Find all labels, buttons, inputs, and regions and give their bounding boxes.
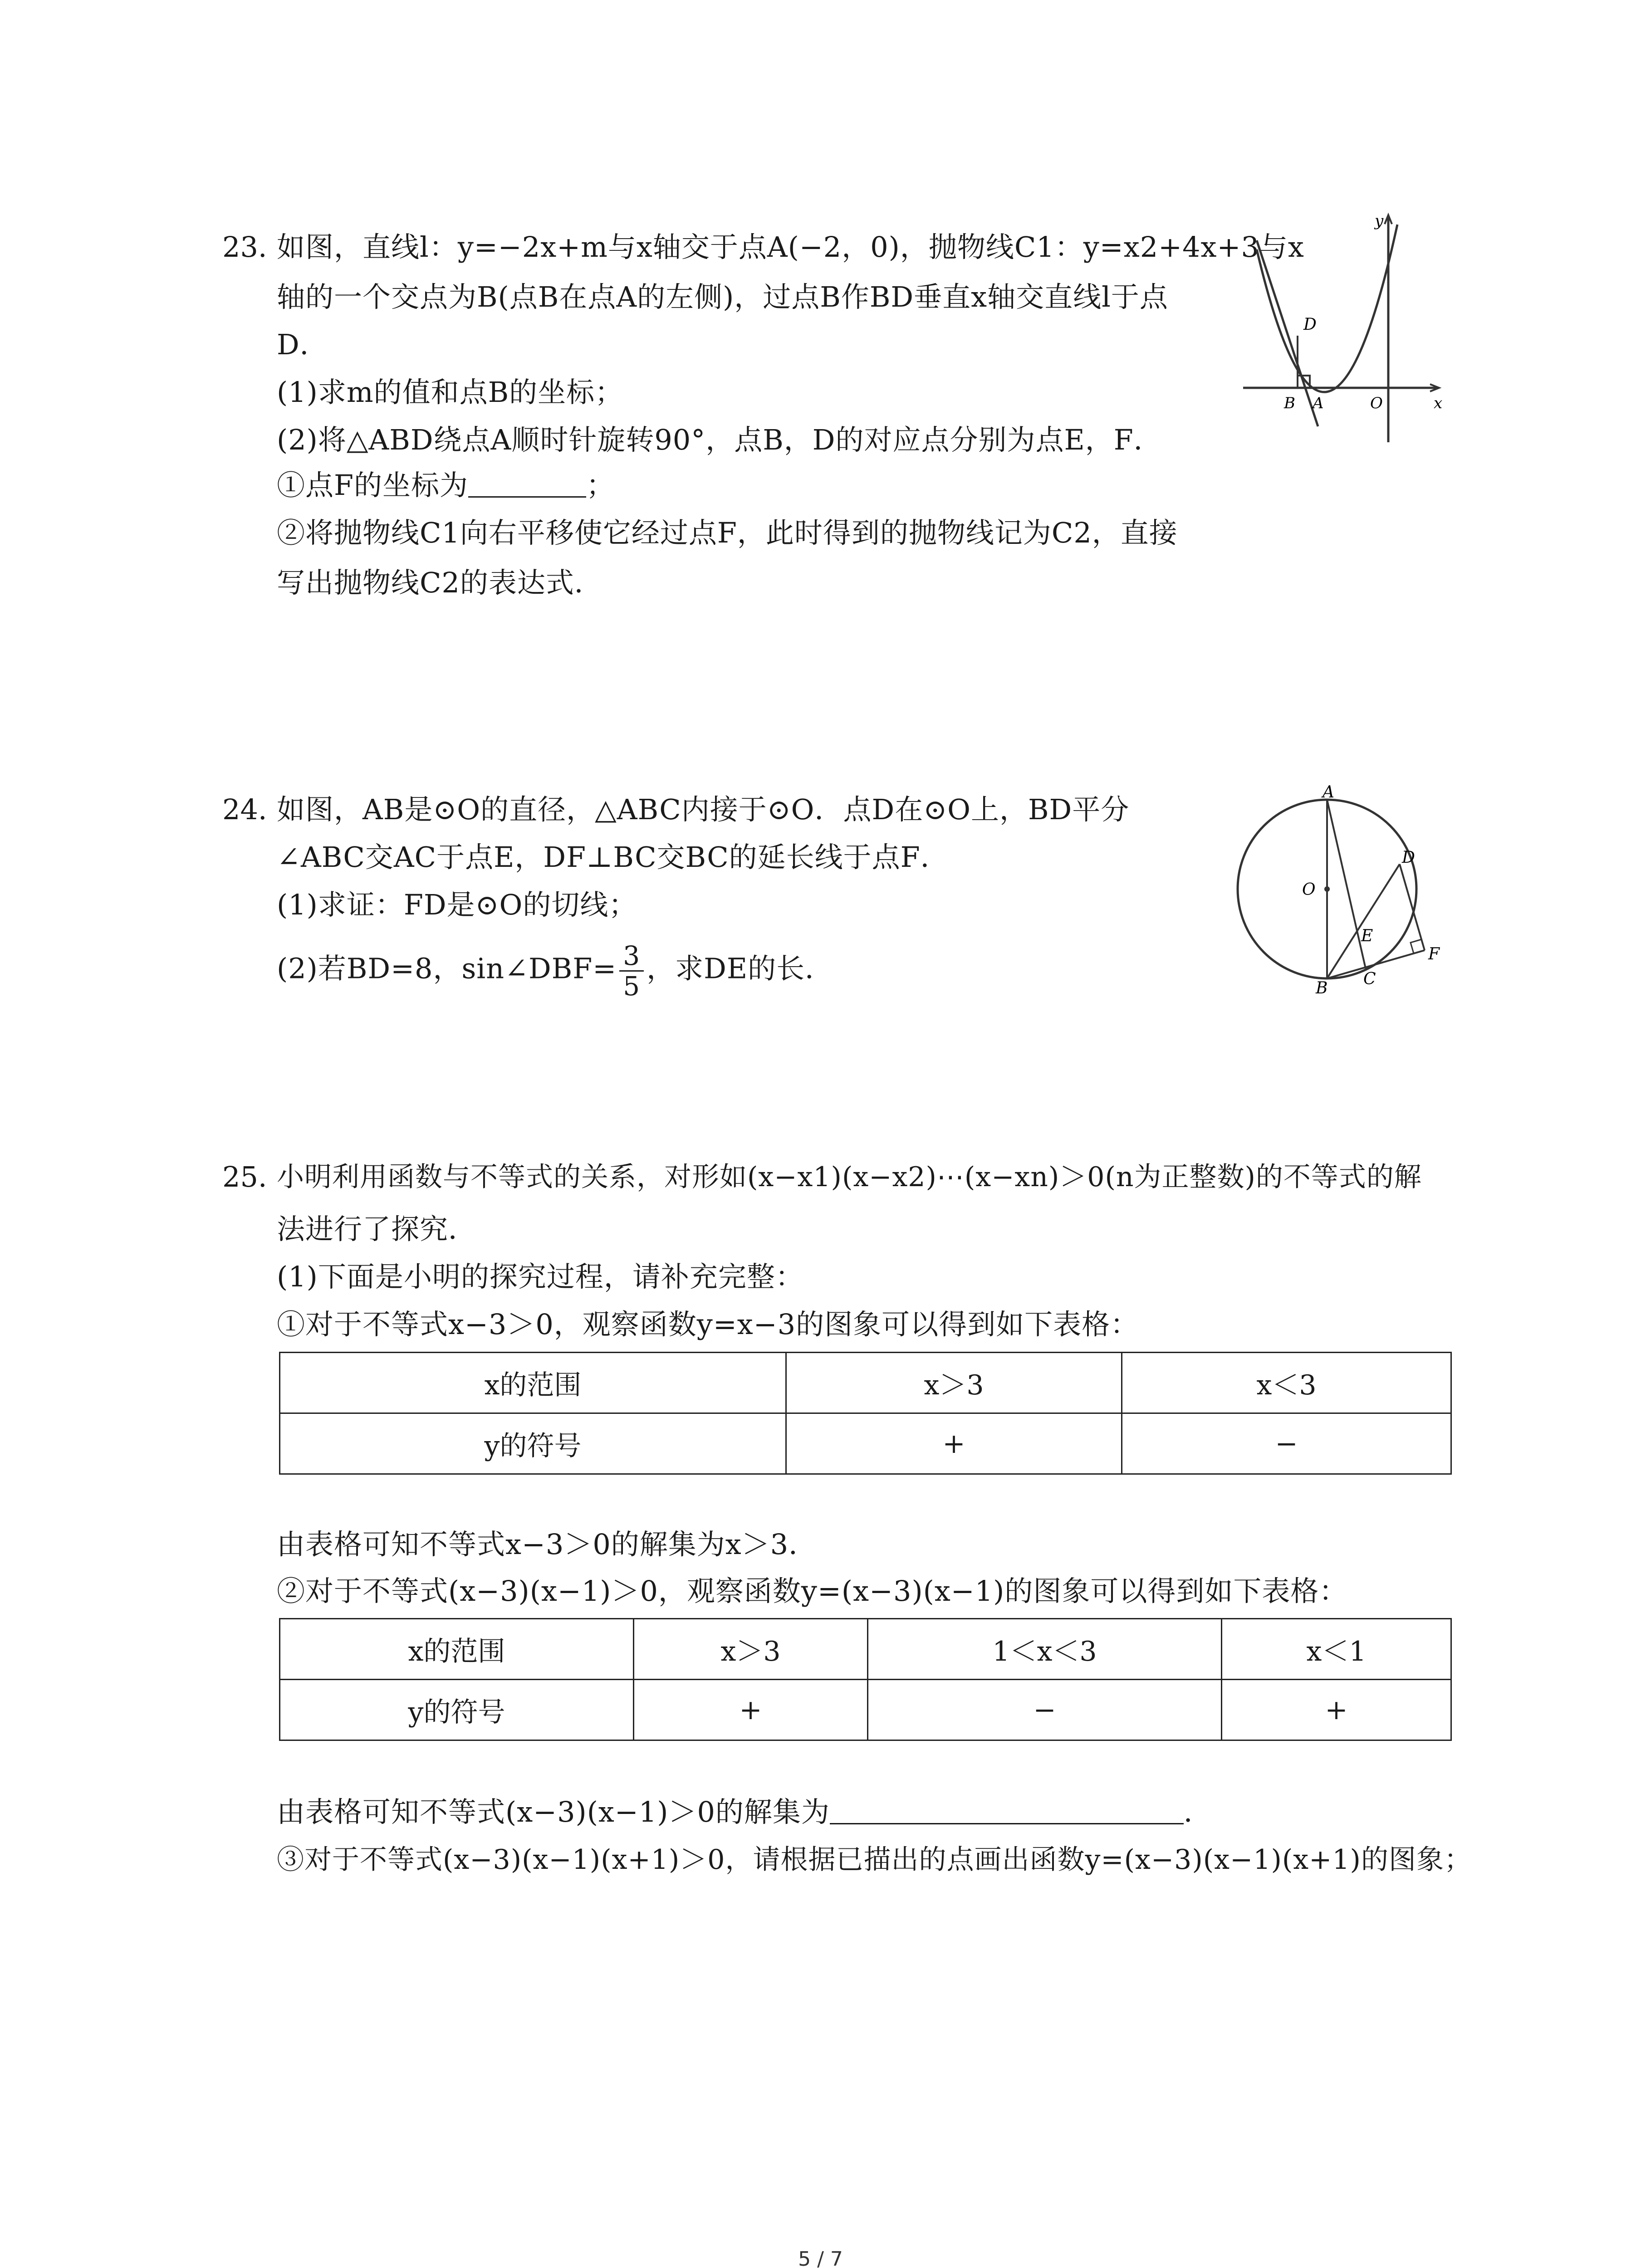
table-row <box>280 1619 1451 1680</box>
q24-label-f: F <box>1428 945 1440 963</box>
table-cell: x＜1 <box>1222 1619 1451 1680</box>
q24-part-2-text: (2)若BD=8，sin∠DBF= <box>277 952 617 985</box>
q24-label-c: C <box>1363 970 1376 988</box>
q25-part-1: (1)下面是小明的探究过程，请补充完整： <box>277 1260 804 1293</box>
q23-line-1: 如图，直线l：y=−2x+m与x轴交于点A(−2，0)，抛物线C1：y=x2+4x+3与x <box>277 230 1304 264</box>
q23-label-o: O <box>1370 394 1383 412</box>
q25-step-2-result-end: ． <box>1183 1795 1212 1828</box>
q24-label-e: E <box>1361 927 1373 945</box>
q24-part-2-end: ，求DE的长． <box>647 952 834 985</box>
q24-line-1: 如图，AB是⊙O的直径，△ABC内接于⊙O．点D在⊙O上，BD平分 <box>277 793 1130 826</box>
q25-step-3: ③对于不等式(x−3)(x−1)(x+1)＞0，请根据已描出的点画出函数y=(x−3)(x−1)(x+1)的图象； <box>277 1844 1472 1876</box>
q25-step-1-result: 由表格可知不等式x−3＞0的解集为x＞3． <box>277 1528 818 1561</box>
q24-label-d: D <box>1402 848 1415 867</box>
q24-number: 24. <box>222 793 267 826</box>
table-cell: 1＜x＜3 <box>868 1619 1222 1680</box>
table-cell: + <box>634 1680 868 1740</box>
q25-table-1 <box>279 1352 1452 1475</box>
table-cell: x＜3 <box>1122 1353 1451 1413</box>
q23-part-2-1-text: ①点F的坐标为 <box>277 469 469 502</box>
q25-step-2-result-text: 由表格可知不等式(x−3)(x−1)＞0的解集为 <box>277 1795 830 1828</box>
q25-step-2-result <box>277 1794 1212 1830</box>
table-cell: x的范围 <box>280 1619 634 1680</box>
q23-part-2-2-cont: 写出抛物线C2的表达式． <box>277 566 603 599</box>
q23-part-2-1-end: ； <box>586 469 615 502</box>
q25-answer-blank[interactable] <box>830 1795 1184 1824</box>
q23-label-x: x <box>1434 394 1443 412</box>
table-cell: x的范围 <box>280 1353 786 1413</box>
q24-fraction-numerator: 3 <box>619 941 644 972</box>
q24-label-b: B <box>1316 979 1328 997</box>
q24-label-a: A <box>1323 785 1334 802</box>
table-cell: + <box>1222 1680 1451 1740</box>
table-row <box>280 1413 1451 1474</box>
q23-line-2: 轴的一个交点为B(点B在点A的左侧)，过点B作BD垂直x轴交直线l于点 <box>277 280 1168 313</box>
q23-part-2-2: ②将抛物线C1向右平移使它经过点F，此时得到的抛物线记为C2，直接 <box>277 516 1178 549</box>
q23-line-3: D． <box>277 328 328 361</box>
page-number: 5 / 7 <box>798 2248 843 2268</box>
q23-label-y: y <box>1375 212 1384 230</box>
q25-line-2: 法进行了探究． <box>277 1212 477 1246</box>
q25-step-2: ②对于不等式(x−3)(x−1)＞0，观察函数y=(x−3)(x−1)的图象可以得到如下表格： <box>277 1574 1348 1608</box>
q23-number: 23. <box>222 230 267 264</box>
q23-label-d: D <box>1303 315 1317 334</box>
q23-parabola <box>1257 225 1397 392</box>
q24-line-2: ∠ABC交AC于点E，DF⊥BC交BC的延长线于点F． <box>277 841 949 874</box>
table-cell: − <box>1122 1413 1451 1474</box>
q23-figure <box>1239 209 1452 463</box>
q23-label-a: A <box>1313 394 1324 412</box>
table-cell: y的符号 <box>280 1413 786 1474</box>
q24-fraction <box>619 941 644 1001</box>
q24-part-1: (1)求证：FD是⊙O的切线； <box>277 888 637 921</box>
q25-number: 25. <box>222 1160 267 1193</box>
q23-part-2-1 <box>277 467 615 503</box>
q25-table-2 <box>279 1618 1452 1741</box>
table-row <box>280 1353 1451 1413</box>
table-cell: + <box>786 1413 1122 1474</box>
table-cell: − <box>868 1680 1222 1740</box>
q24-label-o: O <box>1302 880 1316 899</box>
table-row <box>280 1680 1451 1740</box>
q23-label-b: B <box>1284 394 1295 412</box>
q24-part-2 <box>277 941 833 1001</box>
q24-segment-ac <box>1327 800 1366 968</box>
q23-answer-blank[interactable] <box>468 468 586 498</box>
q25-step-1: ①对于不等式x−3＞0，观察函数y=x−3的图象可以得到如下表格： <box>277 1308 1139 1341</box>
q23-part-1: (1)求m的值和点B的坐标； <box>277 376 624 409</box>
table-cell: y的符号 <box>280 1680 634 1740</box>
q24-center-dot <box>1324 886 1330 892</box>
table-cell: x＞3 <box>634 1619 868 1680</box>
q24-figure <box>1234 785 1470 998</box>
q24-fraction-denominator: 5 <box>623 971 641 1002</box>
q23-part-2: (2)将△ABD绕点A顺时针旋转90°，点B，D的对应点分别为点E，F． <box>277 423 1162 456</box>
table-cell: x＞3 <box>786 1353 1122 1413</box>
q25-line-1: 小明利用函数与不等式的关系，对形如(x−x1)(x−x2)⋯(x−xn)＞0(n为正整数)的不等式的解 <box>277 1161 1422 1193</box>
